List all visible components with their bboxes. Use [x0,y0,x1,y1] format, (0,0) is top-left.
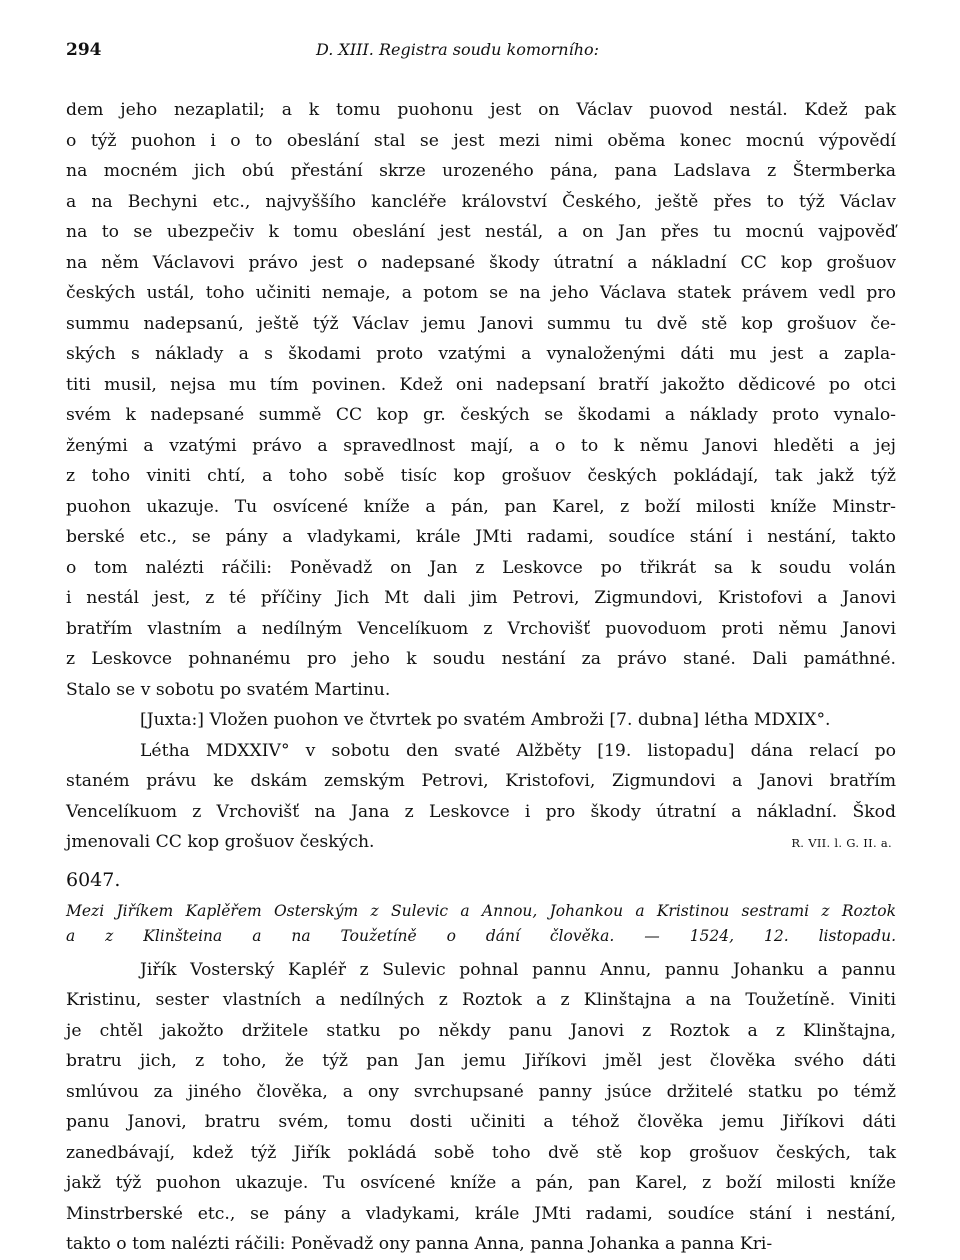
paragraph-2 [66,705,896,736]
text-line: Stalo se v sobotu po svatém Martinu. [66,679,391,700]
text-line: berské etc., se pány a vladykami, krále JMti radami, soudíce stání i nestání, takto [66,527,896,547]
text-line: ských s náklady a s škodami proto vzatými a vynaloženými dáti mu jest a zapla- [66,344,896,364]
running-title: D. XIII. Registra soudu komorního: [316,40,600,59]
entry-number: 6047. [66,868,121,891]
text-line: z Leskovce pohnanému pro jeho k soudu nestání za právo stané. Dali památhné. [66,649,896,669]
text-line: staném právu ke dskám zemským Petrovi, Kristofovi, Zigmundovi a Janovi bratřím [66,771,896,791]
text-line: panu Janovi, bratru svém, tomu dosti učiniti a téhož člověka jemu Jiříkovi dáti [66,1112,896,1132]
entry-summary-line-2: a z Klinšteina a na Toužetíně o dání člověka. — 1524, 12. listopadu. [66,926,896,945]
running-header [66,40,896,70]
text-line: a na Bechyni etc., najvyššího kancléře království Českého, ještě přes to týž Václav [66,191,896,212]
text-line: Létha MDXXIV° v sobotu den svaté Alžběty [19. listopadu] dána relací po [140,740,896,761]
page-number: 294 [66,40,102,60]
text-line: na něm Václavovi právo jest o nadepsané škody útratní a nákladní CC kop grošuov [66,252,896,273]
paragraph-3 [66,736,896,859]
text-line: Vencelíkuom z Vrchovišť na Jana z Leskovce i pro škody útratní a nákladní. Škod [66,801,896,822]
text-line: i nestál jest, z té příčiny Jich Mt dali jim Petrovi, Zigmundovi, Kristofovi a Janovi [66,588,896,608]
text-line: o týž puohon i o to obeslání stal se jest mezi nimi oběma konec mocnú výpovědí [66,130,896,151]
text-line: o tom nalézti ráčili: Poněvadž on Jan z Leskovce po třikrát sa k soudu volán [66,557,896,578]
text-line: takto o tom nalézti ráčili: Poněvadž ony panna Anna, panna Johanka a panna Kri- [66,1234,773,1254]
text-line: českých ustál, toho učiniti nemaje, a potom se na jeho Václava statek právem vedl pro [66,283,896,303]
text-line-content: jmenovali CC kop grošuov českých. [66,832,375,852]
text-line: titi musil, nejsa mu tím povinen. Kdež oni nadepsaní bratří jakožto dědicové po otci [66,374,896,395]
text-line: Minstrberské etc., se pány a vladykami, krále JMti radami, soudíce stání i nestání, [66,1203,896,1224]
document-page [66,40,896,1260]
text-line: je chtěl jakožto držitele statku po někdy panu Janovi z Roztok a z Klinštajna, [66,1020,896,1041]
text-line: puohon ukazuje. Tu osvícené kníže a pán, pan Karel, z boží milosti kníže Minstr- [66,496,896,517]
text-line: zanedbávají, kdež týž Jiřík pokládá sobě toho dvě stě kop grošuov českých, tak [66,1142,896,1163]
text-line: Jiřík Vosterský Kapléř z Sulevic pohnal pannu Annu, pannu Johanku a pannu [140,959,896,980]
text-line: z toho viniti chtí, a toho sobě tisíc kop grošuov českých pokládají, tak jakž týž [66,466,896,486]
record-reference: R. VII. l. G. II. a. [791,836,892,850]
paragraph-1 [66,95,896,705]
text-line: jakž týž puohon ukazuje. Tu osvícené kníže a pán, pan Karel, z boží milosti kníže [66,1173,896,1193]
text-line: Kristinu, sester vlastních a nedílných z Roztok a z Klinštajna a na Toužetíně. Viniti [66,990,896,1010]
entry-summary-line-1: Mezi Jiříkem Kaplěřem Osterským z Sulevic a Annou, Johankou a Kristinou sestrami z Roztok [66,901,896,920]
text-line: bratru jich, z toho, že týž pan Jan jemu Jiříkovi jměl jest člověka svého dáti [66,1051,896,1071]
entry-summary [66,899,896,949]
text-line [66,827,896,859]
text-line: na mocném jich obú přestání skrze urozeného pána, pana Ladslava z Štermberka [66,161,896,181]
paragraph-4 [66,955,896,1260]
text-line: svém k nadepsané summě CC kop gr. českých se škodami a náklady proto vynalo- [66,405,896,425]
text-line: dem jeho nezaplatil; a k tomu puohonu jest on Václav puovod nestál. Kdež pak [66,100,896,120]
text-line: [Juxta:] Vložen puohon ve čtvrtek po svatém Ambroži [7. dubna] létha MDXIX°. [140,710,831,730]
text-line: smlúvou za jiného člověka, a ony svrchupsané panny jsúce držitelé statku po témž [66,1081,896,1102]
document-body [66,95,896,1260]
text-line: bratřím vlastním a nedílným Vencelíkuom z Vrchovišť puovoduom proti němu Janovi [66,618,896,639]
text-line: na to se ubezpečiv k tomu obeslání jest nestál, a on Jan přes tu mocnú vajpověď [66,222,896,242]
text-line: ženými a vzatými právo a spravedlnost mají, a o to k němu Janovi hleděti a jej [66,435,896,456]
text-line: summu nadepsanú, ještě týž Václav jemu Janovi summu tu dvě stě kop grošuov če- [66,313,896,334]
